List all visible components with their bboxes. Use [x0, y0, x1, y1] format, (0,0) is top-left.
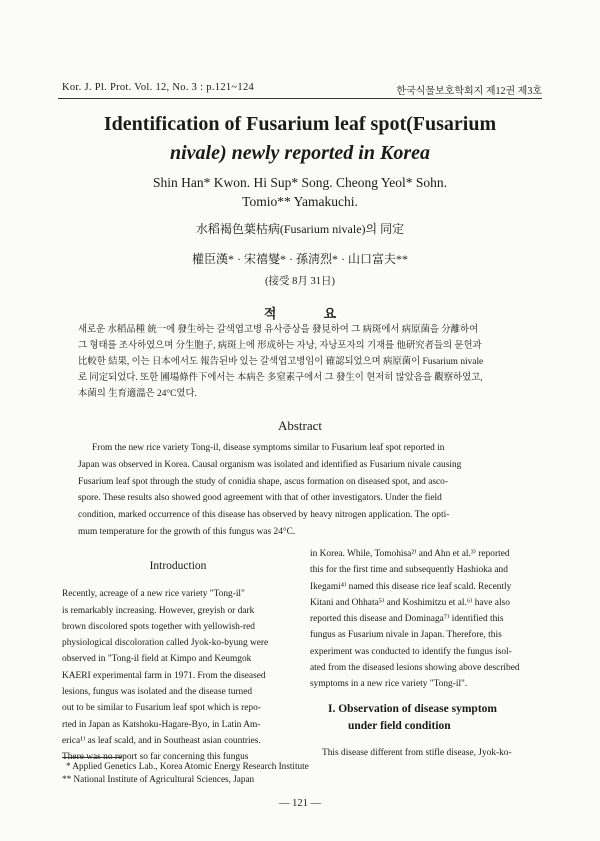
intro-line: brown discolored spots together with yellowish-red: [62, 621, 255, 632]
introduction-column: [62, 558, 294, 766]
body-line: in Korea. While, Tomohisa²⁾ and Ahn et al.³⁾ reported: [310, 549, 510, 559]
body-line: ated from the diseased lesions showing above described: [310, 663, 520, 674]
abstract-line: mum temperature for the growth of this fungus was 24°C.: [78, 526, 296, 537]
title-line-1: Identification of Fusarium leaf spot(Fusarium: [103, 113, 497, 135]
abstract: [78, 440, 534, 541]
intro-line: lesions, fungus was isolated and the disease turned: [62, 687, 253, 698]
korean-abstract-heading: 적 요: [263, 306, 359, 321]
korean-abstract-line: 本菌의 生育適溫은 24°C였다.: [78, 389, 197, 399]
abstract-line: Fusarium leaf spot through the study of conidia shape, ascus formation on diseased spot, and asco-: [78, 476, 448, 487]
korean-abstract-line: 새로운 水稻品種 統一에 發生하는 갈색엽고병 유사증상을 發見하여 그 病斑에서 病原菌을 分離하여: [78, 325, 479, 335]
body-line: Kitani and Ohhata⁵⁾ and Koshimitzu et al.⁶⁾ have also: [310, 597, 510, 608]
body-line: fungus as Fusarium nivale in Japan. Therefore, this: [310, 630, 502, 641]
abstract-line: Japan was observed in Korea. Causal organism was isolated and identified as Fusarium nivale causing: [78, 459, 462, 470]
korean-abstract: [78, 322, 533, 402]
korean-abstract-line: 比較한 結果, 이는 日本에서도 報告된바 있는 갈색엽고병임이 確認되었으며 病原菌이 Fusarium nivale: [78, 357, 484, 367]
received-date: (接受 8月 31日): [265, 276, 335, 287]
body-line: this for the first time and subsequently Hashioka and: [310, 565, 508, 576]
page-number: — 121 —: [279, 798, 321, 809]
paper-title: [60, 110, 540, 168]
footnote-1: * Applied Genetics Lab., Korea Atomic Energy Research Institute: [66, 761, 309, 771]
korean-authors: 權臣漢* · 宋禧燮* · 孫淸烈* · 山口富夫**: [192, 252, 408, 266]
header-rule: [58, 98, 542, 99]
authors: [60, 173, 540, 211]
korean-title: 水稻褐色葉枯病(Fusarium nivale)의 同定: [195, 222, 405, 236]
intro-line: observed in "Tong-il field at Kimpo and Keumgok: [62, 654, 252, 665]
abstract-line: condition, marked occurrence of this disease has observed by heavy nitrogen application. The opti-: [78, 510, 450, 521]
intro-line: rted in Japan as Katshoku-Hagare-Byo, in Latin Am-: [62, 719, 261, 730]
intro-line: physiological discoloration called Jyok-ko-byung were: [62, 638, 269, 649]
footnote-rule: [62, 757, 122, 758]
section-first-line: This disease different from stifle disease, Jyok-ko-: [322, 747, 512, 758]
authors-line-1: Shin Han* Kwon. Hi Sup* Song. Cheong Yeol* Sohn.: [152, 175, 448, 190]
intro-line: There was no report so far concerning this fungus: [62, 752, 249, 763]
body-line: symptoms in a new rice variety "Tong-il".: [310, 679, 468, 690]
korean-abstract-line: 로 同定되었다. 또한 圃場條件下에서는 本病은 多窒素구에서 그 發生이 현저히 많았음을 觀察하였고,: [78, 373, 483, 383]
korean-abstract-line: 그 형태를 조사하였으며 分生胞子, 病斑上에 形成하는 자낭, 자낭포자의 기재를 他研究者들의 문헌과: [78, 341, 482, 351]
introduction-heading: Introduction: [149, 560, 207, 572]
footnote-2: ** National Institute of Agricultural Sciences, Japan: [62, 774, 255, 784]
body-line: Ikegami⁴⁾ named this disease rice leaf scald. Recently: [310, 581, 512, 592]
abstract-line: spore. These results also showed good agreement with that of other investigators. Under the field: [78, 493, 442, 504]
intro-line: KAERI experimental farm in 1971. From the diseased: [62, 670, 266, 681]
title-line-2: nivale) newly reported in Korea: [170, 142, 430, 164]
intro-line: Recently, acreage of a new rice variety "Tong-il": [62, 589, 245, 600]
right-column: [310, 546, 542, 761]
body-line: experiment was conducted to identify the fungus isol-: [310, 646, 512, 657]
intro-line: out to be similar to Fusarium leaf spot which is repo-: [62, 703, 261, 714]
intro-line: is remarkably increasing. However, greyish or dark: [62, 605, 255, 616]
footnotes: [62, 760, 309, 786]
section-heading: [310, 701, 542, 735]
journal-citation: Kor. J. Pl. Prot. Vol. 12, No. 3 : p.121~124: [62, 82, 255, 93]
body-line: reported this disease and Dominaga⁷⁾ identified this: [310, 614, 504, 625]
abstract-heading: Abstract: [277, 418, 323, 433]
section-heading-line-1: I. Observation of disease symptom: [328, 702, 497, 715]
korean-journal-name: 한국식물보호학회지 제12권 제3호: [396, 86, 542, 97]
abstract-line: From the new rice variety Tong-il, disease symptoms similar to Fusarium leaf spot reported in: [92, 443, 445, 453]
intro-line: erica¹⁾ as leaf scald, and in Southeast asian countries.: [62, 735, 261, 746]
authors-line-2: Tomio** Yamakuchi.: [242, 194, 358, 209]
section-heading-line-2: under field condition: [348, 719, 451, 732]
